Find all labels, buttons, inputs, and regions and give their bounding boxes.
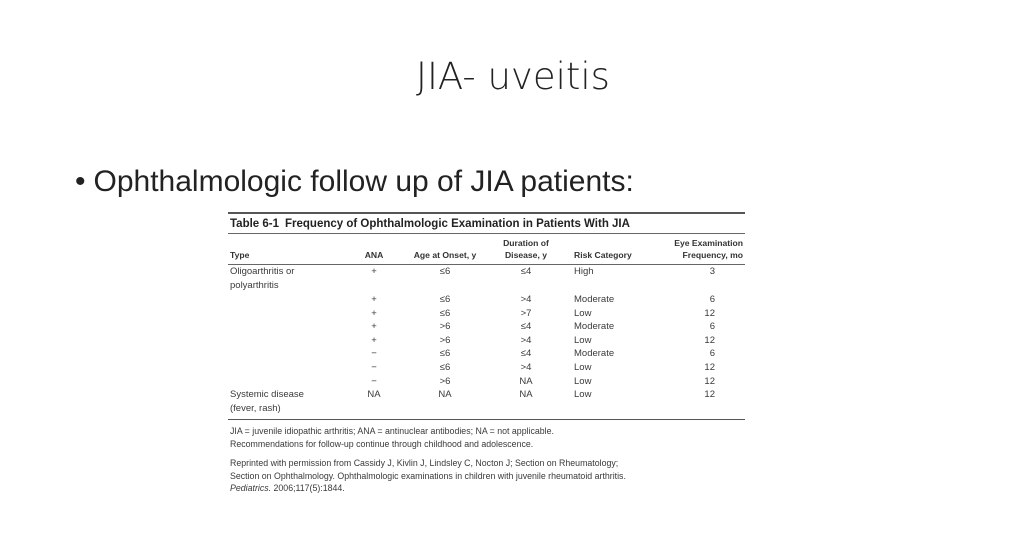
cell-risk: High [574,266,594,277]
cell-age: >6 [439,375,451,387]
cell-risk: Low [574,361,592,373]
cell-duration: >4 [520,334,532,346]
cell-age: >6 [439,334,451,346]
cell-risk: Low [574,389,592,401]
table-row [228,361,745,375]
header-frequency-line1: Eye Examination [674,238,743,248]
table-row [228,388,745,415]
cell-frequency: 6 [709,348,715,360]
cell-duration: NA [519,389,533,401]
table-row [228,265,745,293]
cell-type: Oligoarthritis or polyarthritis [230,266,295,291]
cell-duration: ≤4 [520,266,532,277]
table-row [228,307,745,321]
table-bottom-rule [228,419,745,420]
cell-type [228,320,348,334]
table-label: Table 6-1 [230,218,279,230]
cell-ana: + [371,307,377,319]
cell-risk: Low [574,334,592,346]
cell-ana: + [371,266,377,277]
cell-ana: − [371,348,377,360]
cell-age: >6 [439,321,451,333]
bullet-point [75,165,634,199]
header-type: Type [230,250,250,260]
table-caption [228,214,745,233]
table-row [228,347,745,361]
table-row [228,375,745,389]
cell-frequency: 12 [704,334,715,346]
frequency-table [228,234,745,415]
bullet-text: Ophthalmologic follow up of JIA patients: [93,165,634,198]
cell-duration: ≤4 [520,321,532,333]
cell-type [228,375,348,389]
cell-frequency: 12 [704,389,715,401]
cell-age: ≤6 [439,294,451,305]
table-row [228,320,745,334]
cell-type [228,347,348,361]
table-figure [228,212,745,495]
header-duration-line2: Disease, y [504,250,548,260]
cell-age: NA [438,389,452,401]
table-footnote-abbreviations: JIA = juvenile idiopathic arthritis; ANA = antinuclear antibodies; NA = not applicable. Recommendations for follow-up continue through childhood and adolescence. [230,426,554,449]
cell-age: ≤6 [439,361,451,373]
cell-age: ≤6 [439,266,451,277]
header-risk: Risk Category [574,250,632,260]
cell-duration: ≤4 [520,348,532,360]
header-duration [490,234,562,264]
cell-type [228,293,348,307]
header-frequency-line2: Frequency, mo [682,250,743,260]
cell-frequency: 6 [709,294,715,305]
cell-risk: Low [574,375,592,387]
table-title: Frequency of Ophthalmologic Examination in Patients With JIA [285,218,630,230]
table-footnote-source: Reprinted with permission from Cassidy J, Kivlin J, Lindsley C, Nocton J; Section on Rheumatology; Section on Ophthalmology. Ophthalmologic examinations in children with juvenile rheumatoid arthritis. Pediatrics. 2006;117(5):1844. [230,458,626,494]
table-row [228,293,745,307]
cell-frequency: 6 [709,321,715,333]
bullet-dot-icon: • [75,165,86,198]
header-age: Age at Onset, y [413,250,477,260]
table-row [228,334,745,348]
cell-duration: NA [519,375,533,387]
cell-duration: >7 [520,307,532,319]
cell-frequency: 12 [704,375,715,387]
cell-type: Systemic disease (fever, rash) [230,389,304,414]
cell-risk: Moderate [574,294,615,305]
cell-ana: − [371,361,377,373]
header-ana: ANA [364,250,384,260]
cell-age: ≤6 [439,307,451,319]
cell-type [228,361,348,375]
cell-ana: + [371,334,377,346]
cell-ana: − [371,375,377,387]
slide-title: JIA- uveitis [416,55,610,98]
cell-age: ≤6 [439,348,451,360]
table-header-row [228,234,745,264]
cell-type [228,334,348,348]
cell-duration: >4 [520,361,532,373]
header-frequency [660,234,745,264]
cell-duration: >4 [520,294,532,305]
cell-type [228,307,348,321]
cell-ana: + [371,321,377,333]
cell-ana: NA [367,389,381,401]
header-duration-line1: Duration of [503,238,549,248]
cell-frequency: 12 [704,361,715,373]
cell-risk: Low [574,307,592,319]
cell-frequency: 3 [709,266,715,277]
cell-risk: Moderate [574,321,615,333]
cell-frequency: 12 [704,307,715,319]
cell-risk: Moderate [574,348,615,360]
journal-name: Pediatrics. [230,483,272,494]
cell-ana: + [371,294,377,305]
